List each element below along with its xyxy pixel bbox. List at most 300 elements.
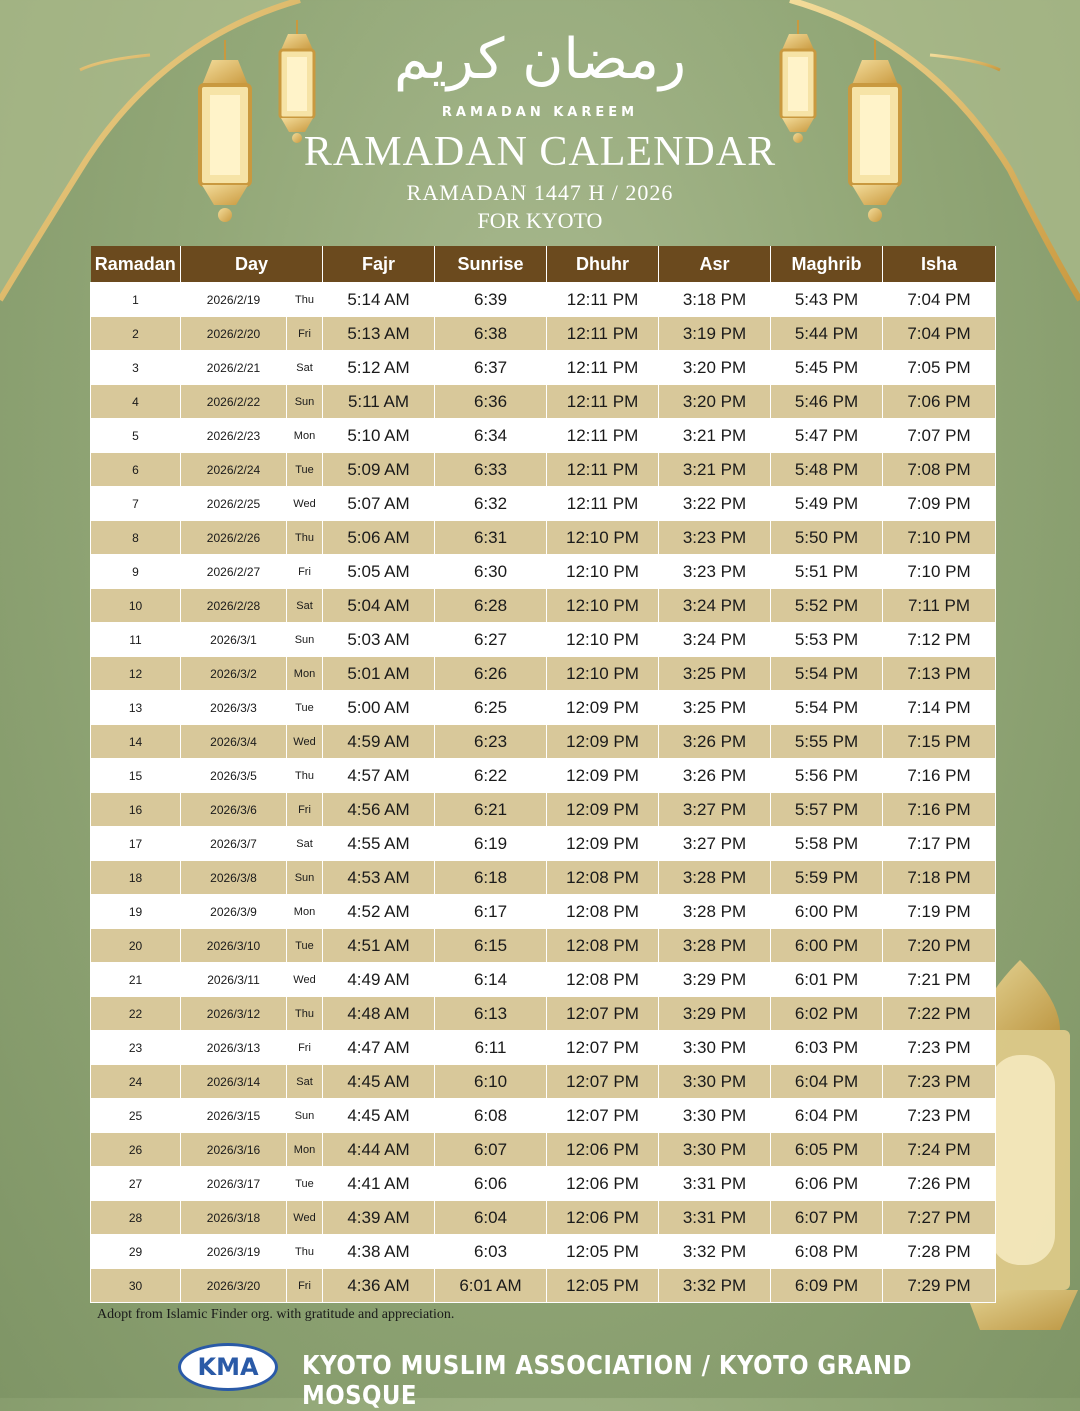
weekday-cell: Tue <box>287 453 323 487</box>
ramadan-day-cell: 15 <box>91 759 181 793</box>
fajr-cell: 5:05 AM <box>323 555 435 589</box>
asr-cell: 3:24 PM <box>659 589 771 623</box>
sunrise-cell: 6:17 <box>435 895 547 929</box>
table-row <box>91 1201 996 1235</box>
weekday-cell: Sat <box>287 1065 323 1099</box>
dhuhr-cell: 12:05 PM <box>547 1235 659 1269</box>
dhuhr-cell: 12:08 PM <box>547 895 659 929</box>
column-header: Day <box>181 246 323 283</box>
fajr-cell: 4:36 AM <box>323 1269 435 1303</box>
table-row <box>91 283 996 317</box>
asr-cell: 3:32 PM <box>659 1269 771 1303</box>
table-row <box>91 691 996 725</box>
ramadan-day-cell: 5 <box>91 419 181 453</box>
maghrib-cell: 5:51 PM <box>771 555 883 589</box>
ramadan-kareem-text: RAMADAN KAREEM <box>441 105 639 120</box>
fajr-cell: 4:56 AM <box>323 793 435 827</box>
column-header: Maghrib <box>771 246 883 283</box>
table-header-row <box>91 246 996 283</box>
sunrise-cell: 6:27 <box>435 623 547 657</box>
fajr-cell: 5:00 AM <box>323 691 435 725</box>
weekday-cell: Sun <box>287 1099 323 1133</box>
table-row <box>91 657 996 691</box>
prayer-times-table <box>90 246 995 1303</box>
table-row <box>91 759 996 793</box>
page-subtitle: RAMADAN 1447 H / 2026 <box>406 180 674 205</box>
ramadan-day-cell: 10 <box>91 589 181 623</box>
weekday-cell: Sat <box>287 589 323 623</box>
fajr-cell: 4:55 AM <box>323 827 435 861</box>
date-cell: 2026/3/16 <box>181 1133 287 1167</box>
weekday-cell: Fri <box>287 1031 323 1065</box>
isha-cell: 7:16 PM <box>883 759 996 793</box>
sunrise-cell: 6:10 <box>435 1065 547 1099</box>
isha-cell: 7:22 PM <box>883 997 996 1031</box>
sunrise-cell: 6:18 <box>435 861 547 895</box>
fajr-cell: 5:12 AM <box>323 351 435 385</box>
fajr-cell: 5:06 AM <box>323 521 435 555</box>
table-row <box>91 555 996 589</box>
sunrise-cell: 6:38 <box>435 317 547 351</box>
weekday-cell: Sun <box>287 861 323 895</box>
date-cell: 2026/3/10 <box>181 929 287 963</box>
sunrise-cell: 6:19 <box>435 827 547 861</box>
isha-cell: 7:07 PM <box>883 419 996 453</box>
weekday-cell: Mon <box>287 419 323 453</box>
asr-cell: 3:27 PM <box>659 827 771 861</box>
ramadan-day-cell: 3 <box>91 351 181 385</box>
fajr-cell: 5:01 AM <box>323 657 435 691</box>
sunrise-cell: 6:08 <box>435 1099 547 1133</box>
isha-cell: 7:20 PM <box>883 929 996 963</box>
fajr-cell: 4:47 AM <box>323 1031 435 1065</box>
date-cell: 2026/2/26 <box>181 521 287 555</box>
isha-cell: 7:26 PM <box>883 1167 996 1201</box>
table-row <box>91 1099 996 1133</box>
date-cell: 2026/3/1 <box>181 623 287 657</box>
dhuhr-cell: 12:10 PM <box>547 589 659 623</box>
maghrib-cell: 6:09 PM <box>771 1269 883 1303</box>
table-row <box>91 1133 996 1167</box>
asr-cell: 3:23 PM <box>659 521 771 555</box>
date-cell: 2026/2/22 <box>181 385 287 419</box>
date-cell: 2026/3/9 <box>181 895 287 929</box>
organization-name: KYOTO MUSLIM ASSOCIATION / KYOTO GRAND MOSQUE <box>302 1351 912 1411</box>
dhuhr-cell: 12:10 PM <box>547 521 659 555</box>
location-subtitle: FOR KYOTO <box>477 208 603 233</box>
fajr-cell: 5:13 AM <box>323 317 435 351</box>
isha-cell: 7:14 PM <box>883 691 996 725</box>
asr-cell: 3:29 PM <box>659 997 771 1031</box>
table-row <box>91 895 996 929</box>
isha-cell: 7:10 PM <box>883 555 996 589</box>
sunrise-cell: 6:21 <box>435 793 547 827</box>
dhuhr-cell: 12:11 PM <box>547 419 659 453</box>
isha-cell: 7:05 PM <box>883 351 996 385</box>
date-cell: 2026/3/5 <box>181 759 287 793</box>
column-header: Fajr <box>323 246 435 283</box>
fajr-cell: 5:03 AM <box>323 623 435 657</box>
dhuhr-cell: 12:08 PM <box>547 929 659 963</box>
ramadan-day-cell: 11 <box>91 623 181 657</box>
dhuhr-cell: 12:06 PM <box>547 1133 659 1167</box>
fajr-cell: 5:04 AM <box>323 589 435 623</box>
dhuhr-cell: 12:07 PM <box>547 1031 659 1065</box>
weekday-cell: Tue <box>287 691 323 725</box>
ramadan-day-cell: 1 <box>91 283 181 317</box>
column-header: Ramadan <box>91 246 181 283</box>
kma-logo-text: KMA <box>197 1353 259 1381</box>
maghrib-cell: 6:05 PM <box>771 1133 883 1167</box>
asr-cell: 3:31 PM <box>659 1201 771 1235</box>
date-cell: 2026/3/12 <box>181 997 287 1031</box>
ramadan-day-cell: 21 <box>91 963 181 997</box>
sunrise-cell: 6:01 AM <box>435 1269 547 1303</box>
maghrib-cell: 5:48 PM <box>771 453 883 487</box>
isha-cell: 7:24 PM <box>883 1133 996 1167</box>
maghrib-cell: 5:56 PM <box>771 759 883 793</box>
table-row <box>91 589 996 623</box>
isha-cell: 7:06 PM <box>883 385 996 419</box>
isha-cell: 7:09 PM <box>883 487 996 521</box>
page-title: RAMADAN CALENDAR <box>303 129 777 175</box>
maghrib-cell: 5:59 PM <box>771 861 883 895</box>
ramadan-day-cell: 24 <box>91 1065 181 1099</box>
weekday-cell: Fri <box>287 1269 323 1303</box>
table-row <box>91 827 996 861</box>
maghrib-cell: 6:04 PM <box>771 1065 883 1099</box>
ramadan-day-cell: 27 <box>91 1167 181 1201</box>
isha-cell: 7:23 PM <box>883 1031 996 1065</box>
dhuhr-cell: 12:06 PM <box>547 1167 659 1201</box>
isha-cell: 7:27 PM <box>883 1201 996 1235</box>
weekday-cell: Thu <box>287 759 323 793</box>
dhuhr-cell: 12:07 PM <box>547 1099 659 1133</box>
dhuhr-cell: 12:11 PM <box>547 317 659 351</box>
date-cell: 2026/3/14 <box>181 1065 287 1099</box>
fajr-cell: 5:11 AM <box>323 385 435 419</box>
maghrib-cell: 5:44 PM <box>771 317 883 351</box>
date-cell: 2026/2/19 <box>181 283 287 317</box>
asr-cell: 3:20 PM <box>659 385 771 419</box>
ramadan-day-cell: 29 <box>91 1235 181 1269</box>
dhuhr-cell: 12:11 PM <box>547 283 659 317</box>
table-row <box>91 385 996 419</box>
asr-cell: 3:30 PM <box>659 1133 771 1167</box>
weekday-cell: Sat <box>287 827 323 861</box>
weekday-cell: Wed <box>287 963 323 997</box>
sunrise-cell: 6:33 <box>435 453 547 487</box>
ramadan-day-cell: 18 <box>91 861 181 895</box>
column-header: Dhuhr <box>547 246 659 283</box>
column-header: Sunrise <box>435 246 547 283</box>
isha-cell: 7:21 PM <box>883 963 996 997</box>
maghrib-cell: 6:00 PM <box>771 929 883 963</box>
weekday-cell: Sat <box>287 351 323 385</box>
maghrib-cell: 5:53 PM <box>771 623 883 657</box>
weekday-cell: Wed <box>287 1201 323 1235</box>
ramadan-day-cell: 14 <box>91 725 181 759</box>
dhuhr-cell: 12:09 PM <box>547 793 659 827</box>
sunrise-cell: 6:30 <box>435 555 547 589</box>
date-cell: 2026/3/18 <box>181 1201 287 1235</box>
fajr-cell: 4:53 AM <box>323 861 435 895</box>
maghrib-cell: 5:43 PM <box>771 283 883 317</box>
fajr-cell: 4:59 AM <box>323 725 435 759</box>
fajr-cell: 4:52 AM <box>323 895 435 929</box>
maghrib-cell: 5:49 PM <box>771 487 883 521</box>
table-row <box>91 963 996 997</box>
sunrise-cell: 6:23 <box>435 725 547 759</box>
table-row <box>91 725 996 759</box>
asr-cell: 3:28 PM <box>659 895 771 929</box>
weekday-cell: Thu <box>287 997 323 1031</box>
dhuhr-cell: 12:07 PM <box>547 1065 659 1099</box>
ramadan-day-cell: 19 <box>91 895 181 929</box>
isha-cell: 7:23 PM <box>883 1065 996 1099</box>
fajr-cell: 4:39 AM <box>323 1201 435 1235</box>
table-row <box>91 1031 996 1065</box>
date-cell: 2026/2/20 <box>181 317 287 351</box>
fajr-cell: 5:09 AM <box>323 453 435 487</box>
fajr-cell: 4:45 AM <box>323 1065 435 1099</box>
date-cell: 2026/2/25 <box>181 487 287 521</box>
column-header: Asr <box>659 246 771 283</box>
asr-cell: 3:19 PM <box>659 317 771 351</box>
ramadan-day-cell: 9 <box>91 555 181 589</box>
dhuhr-cell: 12:05 PM <box>547 1269 659 1303</box>
column-header: Isha <box>883 246 996 283</box>
sunrise-cell: 6:39 <box>435 283 547 317</box>
isha-cell: 7:29 PM <box>883 1269 996 1303</box>
dhuhr-cell: 12:07 PM <box>547 997 659 1031</box>
ramadan-day-cell: 22 <box>91 997 181 1031</box>
date-cell: 2026/2/27 <box>181 555 287 589</box>
asr-cell: 3:29 PM <box>659 963 771 997</box>
maghrib-cell: 5:54 PM <box>771 691 883 725</box>
weekday-cell: Thu <box>287 1235 323 1269</box>
maghrib-cell: 5:55 PM <box>771 725 883 759</box>
date-cell: 2026/3/3 <box>181 691 287 725</box>
weekday-cell: Tue <box>287 929 323 963</box>
isha-cell: 7:23 PM <box>883 1099 996 1133</box>
asr-cell: 3:23 PM <box>659 555 771 589</box>
maghrib-cell: 5:52 PM <box>771 589 883 623</box>
isha-cell: 7:13 PM <box>883 657 996 691</box>
table-row <box>91 487 996 521</box>
asr-cell: 3:26 PM <box>659 725 771 759</box>
sunrise-cell: 6:25 <box>435 691 547 725</box>
fajr-cell: 5:07 AM <box>323 487 435 521</box>
table-row <box>91 351 996 385</box>
isha-cell: 7:18 PM <box>883 861 996 895</box>
weekday-cell: Fri <box>287 317 323 351</box>
ramadan-day-cell: 20 <box>91 929 181 963</box>
ramadan-day-cell: 23 <box>91 1031 181 1065</box>
kma-logo <box>178 1343 278 1391</box>
dhuhr-cell: 12:09 PM <box>547 725 659 759</box>
dhuhr-cell: 12:11 PM <box>547 487 659 521</box>
sunrise-cell: 6:13 <box>435 997 547 1031</box>
date-cell: 2026/2/24 <box>181 453 287 487</box>
fajr-cell: 4:38 AM <box>323 1235 435 1269</box>
weekday-cell: Fri <box>287 793 323 827</box>
dhuhr-cell: 12:09 PM <box>547 691 659 725</box>
fajr-cell: 4:57 AM <box>323 759 435 793</box>
fajr-cell: 4:48 AM <box>323 997 435 1031</box>
sunrise-cell: 6:34 <box>435 419 547 453</box>
ramadan-day-cell: 16 <box>91 793 181 827</box>
ramadan-day-cell: 4 <box>91 385 181 419</box>
maghrib-cell: 5:57 PM <box>771 793 883 827</box>
weekday-cell: Thu <box>287 283 323 317</box>
ramadan-day-cell: 28 <box>91 1201 181 1235</box>
maghrib-cell: 5:46 PM <box>771 385 883 419</box>
date-cell: 2026/3/4 <box>181 725 287 759</box>
table-row <box>91 453 996 487</box>
weekday-cell: Wed <box>287 725 323 759</box>
maghrib-cell: 6:02 PM <box>771 997 883 1031</box>
dhuhr-cell: 12:11 PM <box>547 453 659 487</box>
fajr-cell: 4:49 AM <box>323 963 435 997</box>
weekday-cell: Tue <box>287 1167 323 1201</box>
ramadan-day-cell: 6 <box>91 453 181 487</box>
isha-cell: 7:12 PM <box>883 623 996 657</box>
isha-cell: 7:10 PM <box>883 521 996 555</box>
maghrib-cell: 5:54 PM <box>771 657 883 691</box>
sunrise-cell: 6:28 <box>435 589 547 623</box>
table-row <box>91 623 996 657</box>
sunrise-cell: 6:22 <box>435 759 547 793</box>
table-row <box>91 793 996 827</box>
lantern-icon <box>776 20 820 145</box>
dhuhr-cell: 12:08 PM <box>547 963 659 997</box>
dhuhr-cell: 12:08 PM <box>547 861 659 895</box>
table-row <box>91 997 996 1031</box>
date-cell: 2026/3/15 <box>181 1099 287 1133</box>
date-cell: 2026/2/28 <box>181 589 287 623</box>
ramadan-day-cell: 30 <box>91 1269 181 1303</box>
sunrise-cell: 6:36 <box>435 385 547 419</box>
maghrib-cell: 6:03 PM <box>771 1031 883 1065</box>
asr-cell: 3:25 PM <box>659 691 771 725</box>
ramadan-day-cell: 13 <box>91 691 181 725</box>
sunrise-cell: 6:26 <box>435 657 547 691</box>
ramadan-day-cell: 25 <box>91 1099 181 1133</box>
isha-cell: 7:17 PM <box>883 827 996 861</box>
sunrise-cell: 6:04 <box>435 1201 547 1235</box>
isha-cell: 7:08 PM <box>883 453 996 487</box>
asr-cell: 3:22 PM <box>659 487 771 521</box>
dhuhr-cell: 12:10 PM <box>547 623 659 657</box>
table-row <box>91 861 996 895</box>
fajr-cell: 5:14 AM <box>323 283 435 317</box>
maghrib-cell: 5:50 PM <box>771 521 883 555</box>
date-cell: 2026/3/8 <box>181 861 287 895</box>
sunrise-cell: 6:07 <box>435 1133 547 1167</box>
sunrise-cell: 6:11 <box>435 1031 547 1065</box>
sunrise-cell: 6:15 <box>435 929 547 963</box>
ramadan-day-cell: 12 <box>91 657 181 691</box>
weekday-cell: Mon <box>287 657 323 691</box>
ramadan-day-cell: 7 <box>91 487 181 521</box>
lantern-icon <box>275 20 319 145</box>
ramadan-day-cell: 17 <box>91 827 181 861</box>
maghrib-cell: 6:06 PM <box>771 1167 883 1201</box>
table-row <box>91 1065 996 1099</box>
isha-cell: 7:16 PM <box>883 793 996 827</box>
table-row <box>91 1269 996 1303</box>
asr-cell: 3:26 PM <box>659 759 771 793</box>
ramadan-day-cell: 26 <box>91 1133 181 1167</box>
asr-cell: 3:30 PM <box>659 1031 771 1065</box>
asr-cell: 3:30 PM <box>659 1099 771 1133</box>
asr-cell: 3:31 PM <box>659 1167 771 1201</box>
table-row <box>91 1167 996 1201</box>
table-row <box>91 1235 996 1269</box>
date-cell: 2026/3/17 <box>181 1167 287 1201</box>
fajr-cell: 5:10 AM <box>323 419 435 453</box>
asr-cell: 3:21 PM <box>659 453 771 487</box>
fajr-cell: 4:51 AM <box>323 929 435 963</box>
weekday-cell: Sun <box>287 385 323 419</box>
weekday-cell: Mon <box>287 895 323 929</box>
date-cell: 2026/2/21 <box>181 351 287 385</box>
table-row <box>91 521 996 555</box>
weekday-cell: Fri <box>287 555 323 589</box>
date-cell: 2026/3/20 <box>181 1269 287 1303</box>
fajr-cell: 4:45 AM <box>323 1099 435 1133</box>
isha-cell: 7:15 PM <box>883 725 996 759</box>
date-cell: 2026/3/7 <box>181 827 287 861</box>
maghrib-cell: 6:04 PM <box>771 1099 883 1133</box>
dhuhr-cell: 12:10 PM <box>547 555 659 589</box>
date-cell: 2026/3/13 <box>181 1031 287 1065</box>
weekday-cell: Mon <box>287 1133 323 1167</box>
maghrib-cell: 6:08 PM <box>771 1235 883 1269</box>
sunrise-cell: 6:31 <box>435 521 547 555</box>
maghrib-cell: 5:45 PM <box>771 351 883 385</box>
weekday-cell: Wed <box>287 487 323 521</box>
asr-cell: 3:21 PM <box>659 419 771 453</box>
isha-cell: 7:04 PM <box>883 283 996 317</box>
table-row <box>91 929 996 963</box>
asr-cell: 3:20 PM <box>659 351 771 385</box>
table-row <box>91 419 996 453</box>
isha-cell: 7:19 PM <box>883 895 996 929</box>
sunrise-cell: 6:37 <box>435 351 547 385</box>
date-cell: 2026/3/19 <box>181 1235 287 1269</box>
date-cell: 2026/3/11 <box>181 963 287 997</box>
maghrib-cell: 6:01 PM <box>771 963 883 997</box>
weekday-cell: Sun <box>287 623 323 657</box>
dhuhr-cell: 12:09 PM <box>547 759 659 793</box>
source-footnote: Adopt from Islamic Finder org. with gratitude and appreciation. <box>97 1307 455 1322</box>
maghrib-cell: 6:00 PM <box>771 895 883 929</box>
date-cell: 2026/2/23 <box>181 419 287 453</box>
maghrib-cell: 5:47 PM <box>771 419 883 453</box>
fajr-cell: 4:44 AM <box>323 1133 435 1167</box>
isha-cell: 7:11 PM <box>883 589 996 623</box>
asr-cell: 3:18 PM <box>659 283 771 317</box>
sunrise-cell: 6:06 <box>435 1167 547 1201</box>
ramadan-day-cell: 8 <box>91 521 181 555</box>
weekday-cell: Thu <box>287 521 323 555</box>
isha-cell: 7:04 PM <box>883 317 996 351</box>
asr-cell: 3:28 PM <box>659 861 771 895</box>
arabic-calligraphy: رمضان كريم <box>393 27 686 92</box>
asr-cell: 3:25 PM <box>659 657 771 691</box>
